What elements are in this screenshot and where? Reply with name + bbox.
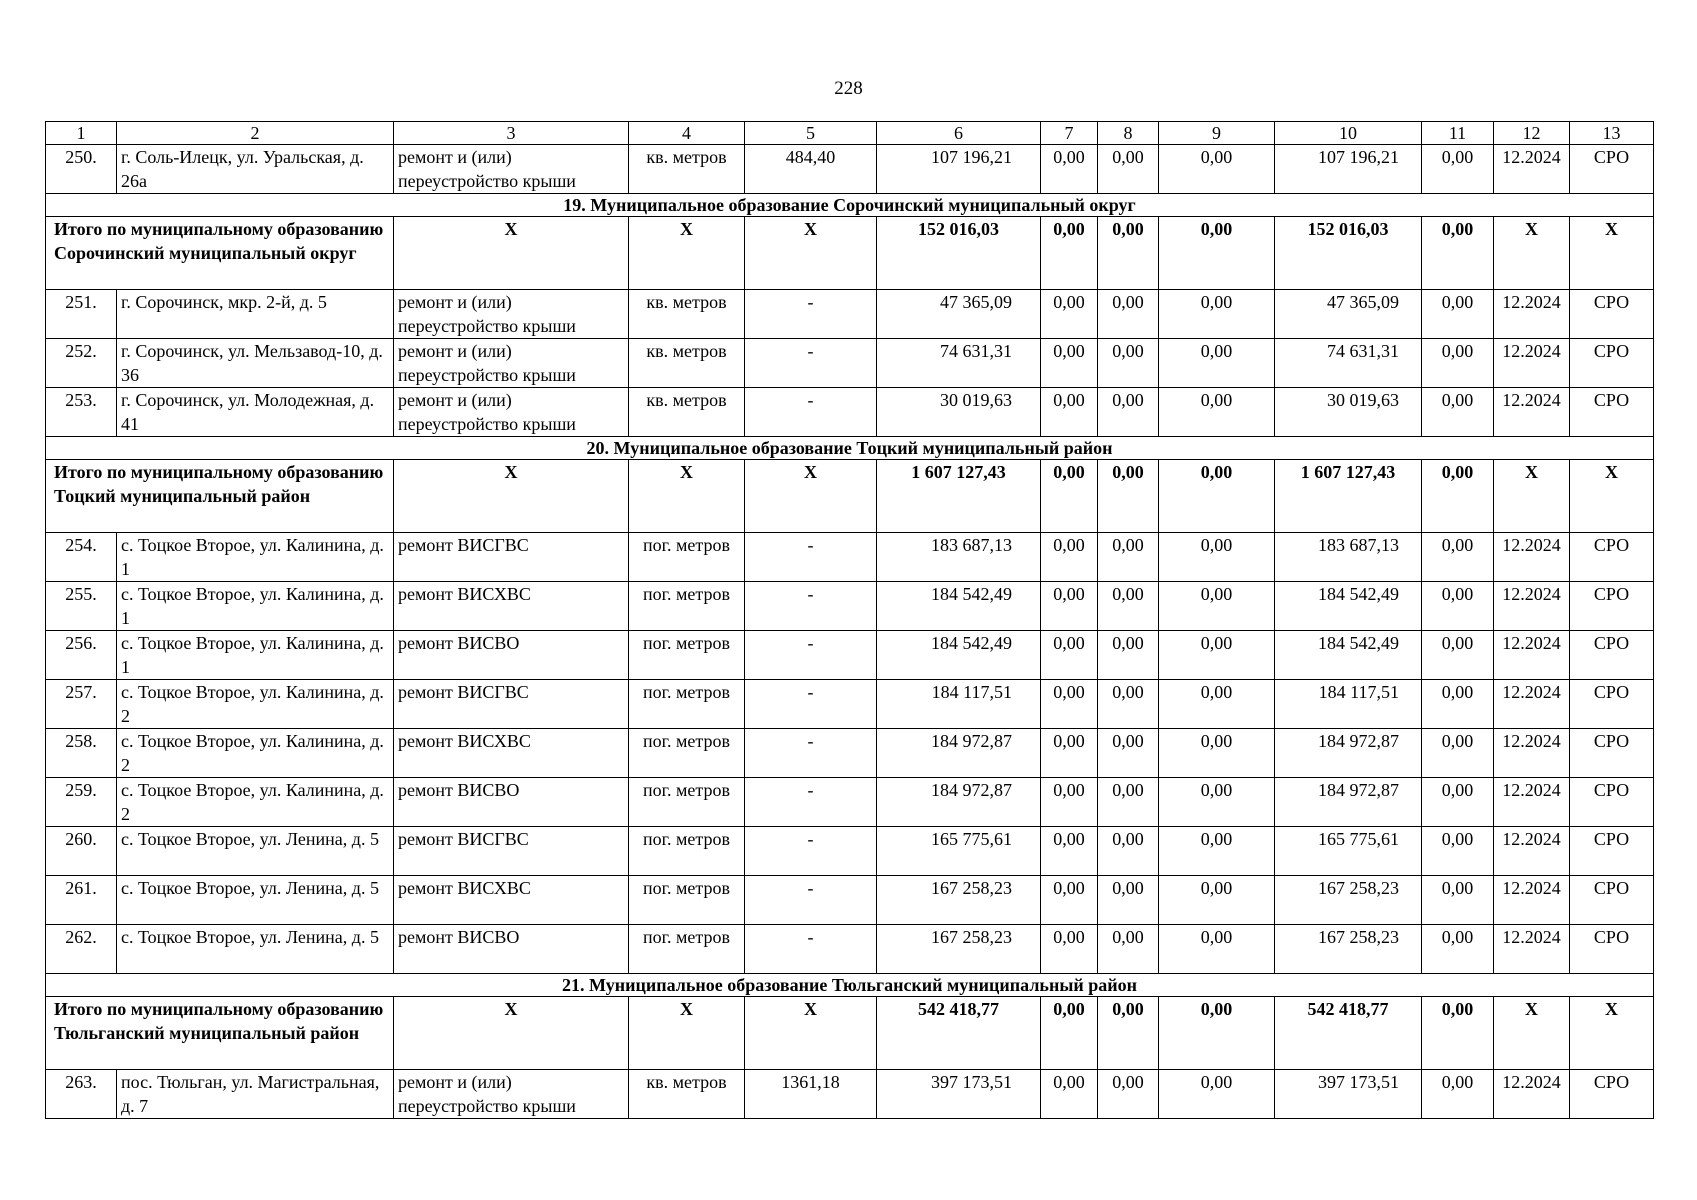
column-header: 1	[46, 122, 117, 145]
row-number: 251.	[46, 290, 117, 339]
col11-cell: 0,00	[1422, 778, 1494, 827]
area-cell: -	[745, 778, 877, 827]
col9-cell: 0,00	[1159, 778, 1275, 827]
col11-cell: 0,00	[1422, 925, 1494, 974]
unit-cell: кв. метров	[629, 1070, 745, 1119]
col13-cell: СРО	[1570, 827, 1654, 876]
section-header-row	[46, 437, 1654, 460]
col7-cell: 0,00	[1041, 778, 1098, 827]
col10-cell: 184 542,49	[1275, 582, 1422, 631]
col13-cell: СРО	[1570, 145, 1654, 194]
table-row	[46, 729, 1654, 778]
work-type-cell: Х	[394, 460, 629, 533]
section-header-row	[46, 194, 1654, 217]
col7-cell: 0,00	[1041, 388, 1098, 437]
address-cell: с. Тоцкое Второе, ул. Ленина, д. 5	[117, 925, 394, 974]
table-row	[46, 631, 1654, 680]
col9-cell: 0,00	[1159, 1070, 1275, 1119]
unit-cell: пог. метров	[629, 876, 745, 925]
total-cost-cell: 542 418,77	[877, 997, 1041, 1070]
col8-cell: 0,00	[1098, 582, 1159, 631]
col12-cell: 12.2024	[1494, 1070, 1570, 1119]
col7-cell: 0,00	[1041, 680, 1098, 729]
col8-cell: 0,00	[1098, 388, 1159, 437]
col11-cell: 0,00	[1422, 729, 1494, 778]
area-cell: -	[745, 925, 877, 974]
work-type-cell: ремонт ВИСВО	[394, 925, 629, 974]
col13-cell: Х	[1570, 460, 1654, 533]
work-type-cell: Х	[394, 997, 629, 1070]
col10-cell: 47 365,09	[1275, 290, 1422, 339]
table-row	[46, 533, 1654, 582]
row-number: 259.	[46, 778, 117, 827]
col7-cell: 0,00	[1041, 1070, 1098, 1119]
col13-cell: СРО	[1570, 729, 1654, 778]
area-cell: -	[745, 582, 877, 631]
col10-cell: 184 972,87	[1275, 729, 1422, 778]
row-number: 261.	[46, 876, 117, 925]
unit-cell: пог. метров	[629, 925, 745, 974]
col8-cell: 0,00	[1098, 827, 1159, 876]
area-cell: -	[745, 680, 877, 729]
work-type-cell: ремонт и (или) переустройство крыши	[394, 339, 629, 388]
unit-cell: пог. метров	[629, 533, 745, 582]
col10-cell: 184 117,51	[1275, 680, 1422, 729]
column-header: 13	[1570, 122, 1654, 145]
col12-cell: 12.2024	[1494, 778, 1570, 827]
capital-repair-table	[45, 121, 1654, 1119]
col10-cell: 74 631,31	[1275, 339, 1422, 388]
row-number: 252.	[46, 339, 117, 388]
total-cost-cell: 165 775,61	[877, 827, 1041, 876]
table-row	[46, 827, 1654, 876]
col9-cell: 0,00	[1159, 827, 1275, 876]
col12-cell: 12.2024	[1494, 729, 1570, 778]
table-row	[46, 1070, 1654, 1119]
col13-cell: Х	[1570, 217, 1654, 290]
total-cost-cell: 30 019,63	[877, 388, 1041, 437]
column-header: 5	[745, 122, 877, 145]
col13-cell: СРО	[1570, 631, 1654, 680]
row-number: 255.	[46, 582, 117, 631]
col7-cell: 0,00	[1041, 533, 1098, 582]
area-cell: -	[745, 339, 877, 388]
address-cell: с. Тоцкое Второе, ул. Калинина, д. 2	[117, 778, 394, 827]
col12-cell: Х	[1494, 997, 1570, 1070]
col8-cell: 0,00	[1098, 339, 1159, 388]
subtotal-row	[46, 997, 1654, 1070]
col7-cell: 0,00	[1041, 460, 1098, 533]
area-cell: -	[745, 290, 877, 339]
col11-cell: 0,00	[1422, 290, 1494, 339]
col8-cell: 0,00	[1098, 217, 1159, 290]
row-number: 260.	[46, 827, 117, 876]
address-cell: г. Сорочинск, ул. Молодежная, д. 41	[117, 388, 394, 437]
work-type-cell: ремонт ВИСВО	[394, 631, 629, 680]
column-header: 12	[1494, 122, 1570, 145]
unit-cell: кв. метров	[629, 339, 745, 388]
table-body	[46, 122, 1654, 1119]
unit-cell: пог. метров	[629, 582, 745, 631]
col12-cell: Х	[1494, 217, 1570, 290]
work-type-cell: ремонт и (или) переустройство крыши	[394, 388, 629, 437]
col8-cell: 0,00	[1098, 997, 1159, 1070]
col10-cell: 184 972,87	[1275, 778, 1422, 827]
unit-cell: пог. метров	[629, 729, 745, 778]
table-row	[46, 339, 1654, 388]
work-type-cell: ремонт ВИСХВС	[394, 582, 629, 631]
unit-cell: кв. метров	[629, 388, 745, 437]
col9-cell: 0,00	[1159, 582, 1275, 631]
row-number: 263.	[46, 1070, 117, 1119]
work-type-cell: ремонт ВИСГВС	[394, 533, 629, 582]
row-number: 258.	[46, 729, 117, 778]
table-row	[46, 778, 1654, 827]
page-number: 228	[834, 78, 863, 99]
column-header: 6	[877, 122, 1041, 145]
table-row	[46, 582, 1654, 631]
unit-cell: кв. метров	[629, 145, 745, 194]
table-row	[46, 680, 1654, 729]
unit-cell: пог. метров	[629, 680, 745, 729]
col12-cell: 12.2024	[1494, 631, 1570, 680]
work-type-cell: ремонт ВИСГВС	[394, 827, 629, 876]
address-cell: с. Тоцкое Второе, ул. Ленина, д. 5	[117, 827, 394, 876]
col7-cell: 0,00	[1041, 876, 1098, 925]
col12-cell: 12.2024	[1494, 339, 1570, 388]
column-header: 2	[117, 122, 394, 145]
col7-cell: 0,00	[1041, 925, 1098, 974]
col11-cell: 0,00	[1422, 145, 1494, 194]
total-cost-cell: 397 173,51	[877, 1070, 1041, 1119]
unit-cell: Х	[629, 997, 745, 1070]
col11-cell: 0,00	[1422, 631, 1494, 680]
col11-cell: 0,00	[1422, 388, 1494, 437]
col11-cell: 0,00	[1422, 680, 1494, 729]
column-header: 10	[1275, 122, 1422, 145]
subtotal-row	[46, 460, 1654, 533]
unit-cell: Х	[629, 460, 745, 533]
area-cell: -	[745, 827, 877, 876]
address-cell: с. Тоцкое Второе, ул. Калинина, д. 1	[117, 533, 394, 582]
total-cost-cell: 184 117,51	[877, 680, 1041, 729]
work-type-cell: ремонт ВИСВО	[394, 778, 629, 827]
area-cell: 1361,18	[745, 1070, 877, 1119]
area-cell: Х	[745, 217, 877, 290]
section-title: 20. Муниципальное образование Тоцкий муниципальный район	[46, 437, 1654, 460]
col8-cell: 0,00	[1098, 1070, 1159, 1119]
col11-cell: 0,00	[1422, 876, 1494, 925]
col13-cell: СРО	[1570, 290, 1654, 339]
col9-cell: 0,00	[1159, 388, 1275, 437]
col8-cell: 0,00	[1098, 533, 1159, 582]
col10-cell: 1 607 127,43	[1275, 460, 1422, 533]
address-cell: г. Соль-Илецк, ул. Уральская, д. 26а	[117, 145, 394, 194]
col9-cell: 0,00	[1159, 631, 1275, 680]
col11-cell: 0,00	[1422, 533, 1494, 582]
col13-cell: СРО	[1570, 680, 1654, 729]
area-cell: Х	[745, 997, 877, 1070]
col13-cell: СРО	[1570, 1070, 1654, 1119]
section-header-row	[46, 974, 1654, 997]
total-cost-cell: 184 972,87	[877, 778, 1041, 827]
col7-cell: 0,00	[1041, 582, 1098, 631]
total-cost-cell: 183 687,13	[877, 533, 1041, 582]
col7-cell: 0,00	[1041, 339, 1098, 388]
row-number: 256.	[46, 631, 117, 680]
col9-cell: 0,00	[1159, 997, 1275, 1070]
col8-cell: 0,00	[1098, 876, 1159, 925]
col9-cell: 0,00	[1159, 460, 1275, 533]
address-cell: г. Сорочинск, ул. Мельзавод-10, д. 36	[117, 339, 394, 388]
col13-cell: СРО	[1570, 778, 1654, 827]
area-cell: -	[745, 388, 877, 437]
address-cell: с. Тоцкое Второе, ул. Калинина, д. 1	[117, 582, 394, 631]
col13-cell: СРО	[1570, 925, 1654, 974]
address-cell: с. Тоцкое Второе, ул. Ленина, д. 5	[117, 876, 394, 925]
table-row	[46, 290, 1654, 339]
column-number-header-row	[46, 122, 1654, 145]
area-cell: Х	[745, 460, 877, 533]
table-row	[46, 145, 1654, 194]
col9-cell: 0,00	[1159, 217, 1275, 290]
subtotal-row	[46, 217, 1654, 290]
address-cell: с. Тоцкое Второе, ул. Калинина, д. 1	[117, 631, 394, 680]
work-type-cell: ремонт и (или) переустройство крыши	[394, 145, 629, 194]
column-header: 3	[394, 122, 629, 145]
table-row	[46, 925, 1654, 974]
col12-cell: 12.2024	[1494, 827, 1570, 876]
column-header: 8	[1098, 122, 1159, 145]
total-cost-cell: 167 258,23	[877, 876, 1041, 925]
unit-cell: кв. метров	[629, 290, 745, 339]
subtotal-label: Итого по муниципальному образованию Тюльганский муниципальный район	[46, 997, 394, 1070]
column-header: 11	[1422, 122, 1494, 145]
col12-cell: 12.2024	[1494, 925, 1570, 974]
section-title: 19. Муниципальное образование Сорочинский муниципальный округ	[46, 194, 1654, 217]
col8-cell: 0,00	[1098, 631, 1159, 680]
col8-cell: 0,00	[1098, 145, 1159, 194]
row-number: 262.	[46, 925, 117, 974]
col13-cell: СРО	[1570, 533, 1654, 582]
total-cost-cell: 47 365,09	[877, 290, 1041, 339]
col7-cell: 0,00	[1041, 290, 1098, 339]
col10-cell: 167 258,23	[1275, 925, 1422, 974]
total-cost-cell: 184 542,49	[877, 631, 1041, 680]
col8-cell: 0,00	[1098, 290, 1159, 339]
col7-cell: 0,00	[1041, 997, 1098, 1070]
col11-cell: 0,00	[1422, 460, 1494, 533]
col11-cell: 0,00	[1422, 582, 1494, 631]
col11-cell: 0,00	[1422, 827, 1494, 876]
row-number: 253.	[46, 388, 117, 437]
area-cell: -	[745, 876, 877, 925]
unit-cell: пог. метров	[629, 631, 745, 680]
address-cell: г. Сорочинск, мкр. 2-й, д. 5	[117, 290, 394, 339]
address-cell: с. Тоцкое Второе, ул. Калинина, д. 2	[117, 680, 394, 729]
address-cell: пос. Тюльган, ул. Магистральная, д. 7	[117, 1070, 394, 1119]
col7-cell: 0,00	[1041, 631, 1098, 680]
col8-cell: 0,00	[1098, 778, 1159, 827]
col13-cell: СРО	[1570, 582, 1654, 631]
col12-cell: 12.2024	[1494, 533, 1570, 582]
col9-cell: 0,00	[1159, 876, 1275, 925]
col10-cell: 397 173,51	[1275, 1070, 1422, 1119]
col11-cell: 0,00	[1422, 1070, 1494, 1119]
work-type-cell: ремонт и (или) переустройство крыши	[394, 1070, 629, 1119]
column-header: 9	[1159, 122, 1275, 145]
work-type-cell: ремонт и (или) переустройство крыши	[394, 290, 629, 339]
col10-cell: 165 775,61	[1275, 827, 1422, 876]
col12-cell: 12.2024	[1494, 680, 1570, 729]
col13-cell: СРО	[1570, 876, 1654, 925]
col7-cell: 0,00	[1041, 145, 1098, 194]
unit-cell: пог. метров	[629, 778, 745, 827]
section-title: 21. Муниципальное образование Тюльганский муниципальный район	[46, 974, 1654, 997]
address-cell: с. Тоцкое Второе, ул. Калинина, д. 2	[117, 729, 394, 778]
unit-cell: Х	[629, 217, 745, 290]
unit-cell: пог. метров	[629, 827, 745, 876]
work-type-cell: ремонт ВИСХВС	[394, 729, 629, 778]
col11-cell: 0,00	[1422, 217, 1494, 290]
col11-cell: 0,00	[1422, 339, 1494, 388]
column-header: 7	[1041, 122, 1098, 145]
col13-cell: Х	[1570, 997, 1654, 1070]
col9-cell: 0,00	[1159, 145, 1275, 194]
total-cost-cell: 184 542,49	[877, 582, 1041, 631]
total-cost-cell: 184 972,87	[877, 729, 1041, 778]
col13-cell: СРО	[1570, 388, 1654, 437]
area-cell: -	[745, 729, 877, 778]
col10-cell: 542 418,77	[1275, 997, 1422, 1070]
area-cell: -	[745, 631, 877, 680]
col7-cell: 0,00	[1041, 827, 1098, 876]
col10-cell: 184 542,49	[1275, 631, 1422, 680]
col9-cell: 0,00	[1159, 680, 1275, 729]
col12-cell: 12.2024	[1494, 876, 1570, 925]
col10-cell: 30 019,63	[1275, 388, 1422, 437]
col8-cell: 0,00	[1098, 460, 1159, 533]
total-cost-cell: 1 607 127,43	[877, 460, 1041, 533]
work-type-cell: ремонт ВИСХВС	[394, 876, 629, 925]
col10-cell: 152 016,03	[1275, 217, 1422, 290]
col9-cell: 0,00	[1159, 533, 1275, 582]
col7-cell: 0,00	[1041, 217, 1098, 290]
col9-cell: 0,00	[1159, 925, 1275, 974]
col8-cell: 0,00	[1098, 680, 1159, 729]
row-number: 254.	[46, 533, 117, 582]
col12-cell: 12.2024	[1494, 145, 1570, 194]
col9-cell: 0,00	[1159, 290, 1275, 339]
col12-cell: Х	[1494, 460, 1570, 533]
col9-cell: 0,00	[1159, 339, 1275, 388]
col10-cell: 107 196,21	[1275, 145, 1422, 194]
row-number: 257.	[46, 680, 117, 729]
table-row	[46, 388, 1654, 437]
col7-cell: 0,00	[1041, 729, 1098, 778]
total-cost-cell: 152 016,03	[877, 217, 1041, 290]
total-cost-cell: 74 631,31	[877, 339, 1041, 388]
col8-cell: 0,00	[1098, 925, 1159, 974]
col10-cell: 167 258,23	[1275, 876, 1422, 925]
col10-cell: 183 687,13	[1275, 533, 1422, 582]
column-header: 4	[629, 122, 745, 145]
col8-cell: 0,00	[1098, 729, 1159, 778]
col12-cell: 12.2024	[1494, 290, 1570, 339]
col12-cell: 12.2024	[1494, 582, 1570, 631]
col9-cell: 0,00	[1159, 729, 1275, 778]
table-row	[46, 876, 1654, 925]
col13-cell: СРО	[1570, 339, 1654, 388]
row-number: 250.	[46, 145, 117, 194]
subtotal-label: Итого по муниципальному образованию Сорочинский муниципальный округ	[46, 217, 394, 290]
col11-cell: 0,00	[1422, 997, 1494, 1070]
area-cell: 484,40	[745, 145, 877, 194]
col12-cell: 12.2024	[1494, 388, 1570, 437]
work-type-cell: Х	[394, 217, 629, 290]
total-cost-cell: 107 196,21	[877, 145, 1041, 194]
work-type-cell: ремонт ВИСГВС	[394, 680, 629, 729]
subtotal-label: Итого по муниципальному образованию Тоцкий муниципальный район	[46, 460, 394, 533]
area-cell: -	[745, 533, 877, 582]
total-cost-cell: 167 258,23	[877, 925, 1041, 974]
